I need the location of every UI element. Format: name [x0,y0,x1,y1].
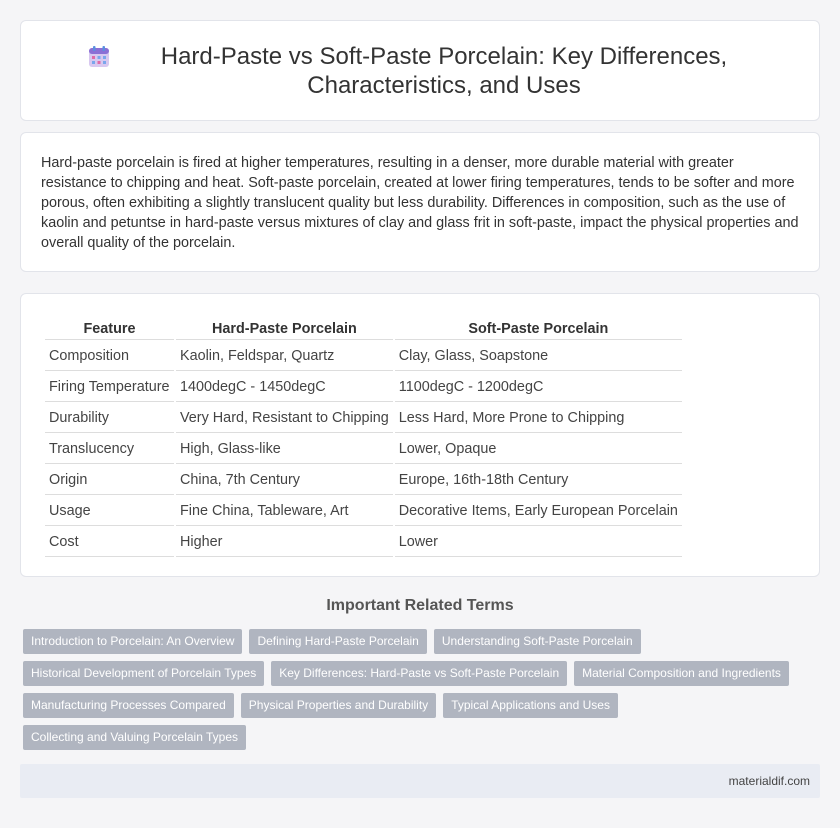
soft-paste-cell: Europe, 16th-18th Century [395,466,682,495]
column-header-soft-paste: Soft-Paste Porcelain [395,318,682,340]
related-term-tag[interactable]: Historical Development of Porcelain Types [23,661,264,686]
intro-paragraph: Hard-paste porcelain is fired at higher temperatures, resulting in a denser, more durable material with greater resistance to chipping and heat. Soft-paste porcelain, created at lower firing temperatures, tends to be softer and more porous, often exhibiting a slightly translucent quality but less durability. Differences in composition, such as the use of kaolin and petuntse in hard-paste versus mixtures of clay and glass frit in soft-paste, impact the physical properties and overall quality of the porcelain. [41,155,799,251]
feature-cell: Cost [45,528,174,557]
hard-paste-cell: Very Hard, Resistant to Chipping [176,404,393,433]
feature-cell: Usage [45,497,174,526]
feature-cell: Composition [45,342,174,371]
column-header-feature: Feature [45,318,174,340]
soft-paste-cell: Lower, Opaque [395,435,682,464]
hard-paste-cell: Kaolin, Feldspar, Quartz [176,342,393,371]
table-row [45,497,682,526]
table-row [45,404,682,433]
related-term-tag[interactable]: Typical Applications and Uses [443,693,618,718]
footer [20,764,820,798]
feature-cell: Durability [45,404,174,433]
hard-paste-cell: China, 7th Century [176,466,393,495]
page-title: Hard-Paste vs Soft-Paste Porcelain: Key Differences, Characteristics, and Uses [160,42,728,99]
soft-paste-cell: 1100degC - 1200degC [395,373,682,402]
soft-paste-cell: Decorative Items, Early European Porcelain [395,497,682,526]
table-row [45,342,682,371]
related-term-tag[interactable]: Defining Hard-Paste Porcelain [249,629,426,654]
intro-card [20,132,820,272]
footer-site-name: materialdif.com [728,774,810,788]
table-row [45,466,682,495]
hard-paste-cell: High, Glass-like [176,435,393,464]
related-term-tag[interactable]: Collecting and Valuing Porcelain Types [23,725,246,750]
table-row [45,373,682,402]
column-header-hard-paste: Hard-Paste Porcelain [176,318,393,340]
comparison-table-card [20,293,820,577]
table-row [45,528,682,557]
related-term-tag[interactable]: Manufacturing Processes Compared [23,693,234,718]
table-row [45,435,682,464]
hard-paste-cell: Fine China, Tableware, Art [176,497,393,526]
calendar-icon [86,44,112,70]
related-term-tag[interactable]: Introduction to Porcelain: An Overview [23,629,242,654]
hard-paste-cell: Higher [176,528,393,557]
related-term-tag[interactable]: Understanding Soft-Paste Porcelain [434,629,641,654]
soft-paste-cell: Clay, Glass, Soapstone [395,342,682,371]
soft-paste-cell: Less Hard, More Prone to Chipping [395,404,682,433]
feature-cell: Origin [45,466,174,495]
related-terms-title: Important Related Terms [326,597,514,614]
comparison-table [43,316,684,559]
soft-paste-cell: Lower [395,528,682,557]
table-header-row [45,318,682,340]
feature-cell: Translucency [45,435,174,464]
header-card [20,20,820,121]
related-term-tag[interactable]: Material Composition and Ingredients [574,661,789,686]
related-terms-list [23,629,823,757]
related-term-tag[interactable]: Key Differences: Hard-Paste vs Soft-Paste Porcelain [271,661,567,686]
hard-paste-cell: 1400degC - 1450degC [176,373,393,402]
feature-cell: Firing Temperature [45,373,174,402]
related-term-tag[interactable]: Physical Properties and Durability [241,693,436,718]
